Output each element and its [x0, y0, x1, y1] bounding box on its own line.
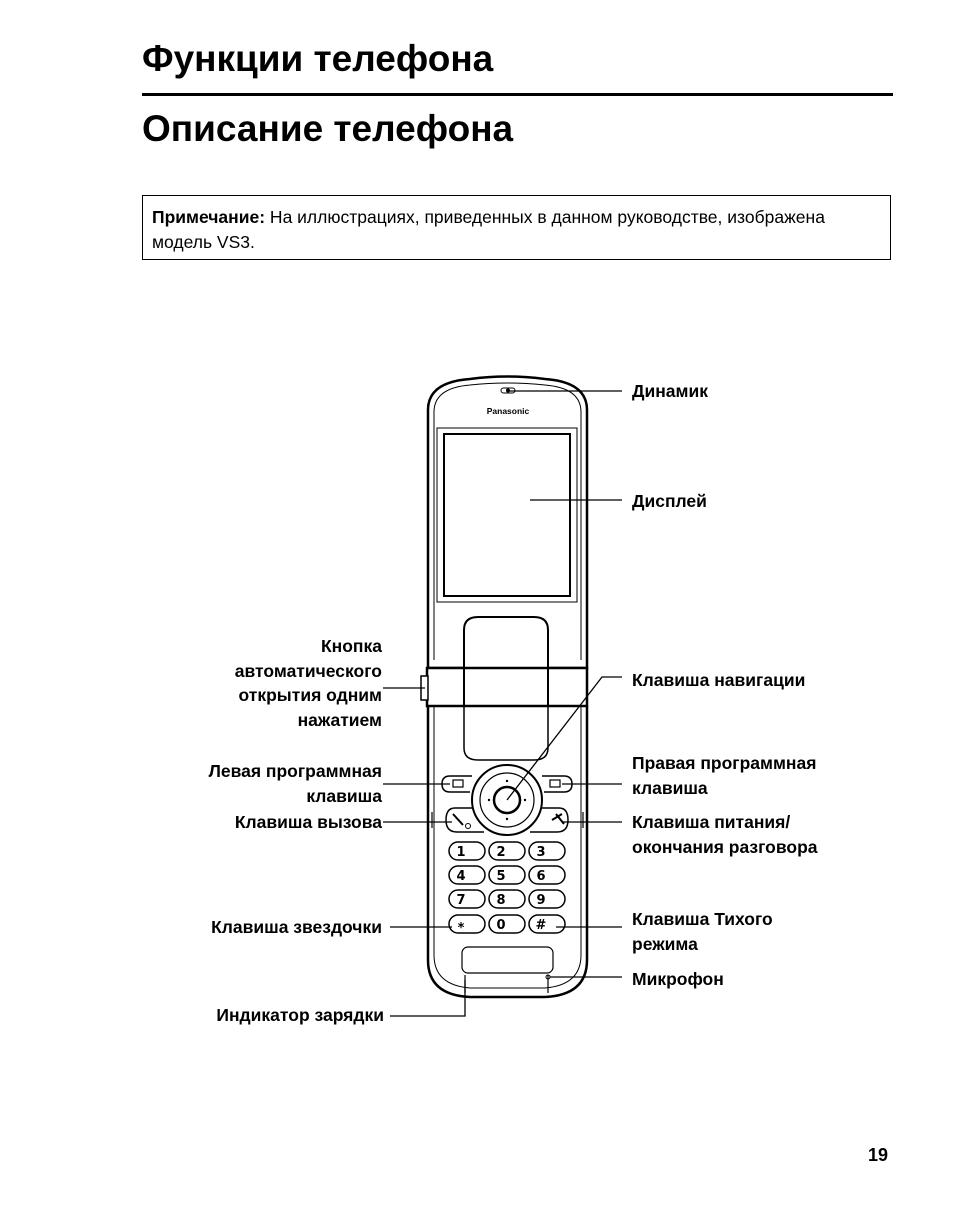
label-charge-indicator: Индикатор зарядки	[216, 1005, 384, 1025]
key-6: 6	[536, 869, 546, 884]
note-text: На иллюстрациях, приведенных в данном руководстве, изображена модель VS3.	[152, 207, 825, 252]
key-1: 1	[456, 845, 466, 860]
label-display: Дисплей	[632, 491, 707, 511]
key-0: 0	[496, 918, 506, 933]
label-star-key: Клавиша звездочки	[211, 917, 382, 937]
keypad	[449, 842, 565, 933]
key-8: 8	[496, 893, 506, 908]
key-hash: #	[535, 918, 547, 933]
key-2: 2	[496, 845, 506, 860]
label-right-soft: Правая программная клавиша	[632, 753, 817, 798]
key-3: 3	[536, 845, 546, 860]
key-4: 4	[456, 869, 466, 884]
label-silent-key: Клавиша Тихого режима	[632, 909, 773, 954]
label-microphone: Микрофон	[632, 969, 724, 989]
label-nav-key: Клавиша навигации	[632, 670, 806, 690]
brand-logo: Panasonic	[486, 406, 530, 416]
page-number: 19	[868, 1145, 889, 1165]
label-power-key: Клавиша питания/ окончания разговора	[632, 812, 818, 857]
note-label: Примечание:	[152, 207, 266, 227]
key-star: *	[457, 921, 465, 936]
key-7: 7	[456, 893, 466, 908]
key-9: 9	[536, 893, 546, 908]
label-auto-open: Кнопка автоматического открытия одним нажатием	[234, 636, 382, 730]
label-call-key: Клавиша вызова	[234, 812, 382, 832]
key-5: 5	[496, 869, 506, 884]
label-left-soft: Левая программная клавиша	[208, 761, 382, 806]
label-speaker: Динамик	[632, 381, 708, 401]
section-title: Функции телефона	[142, 38, 494, 79]
page-title: Описание телефона	[142, 108, 514, 149]
